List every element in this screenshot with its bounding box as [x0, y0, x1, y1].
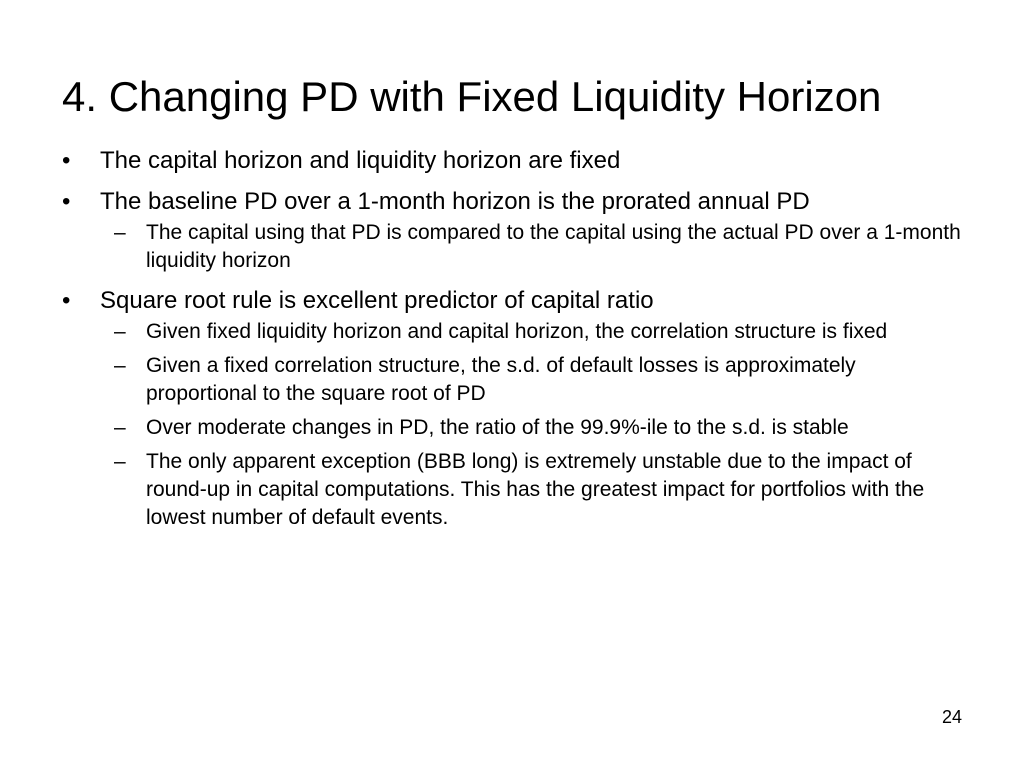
sub-bullet-marker: –	[114, 416, 126, 439]
sub-bullet-item	[100, 414, 972, 442]
sub-bullet-text: Over moderate changes in PD, the ratio of the 99.9%-ile to the s.d. is stable	[146, 416, 849, 439]
bullet-marker: •	[62, 287, 71, 314]
bullet-item	[62, 286, 972, 532]
sub-bullet-item	[100, 352, 972, 408]
bullet-list	[62, 146, 972, 543]
sub-bullet-item	[100, 318, 972, 346]
bullet-text: Square root rule is excellent predictor of capital ratio	[100, 287, 654, 314]
sub-bullet-text: Given fixed liquidity horizon and capital horizon, the correlation structure is fixed	[146, 320, 888, 343]
sub-bullet-text: Given a fixed correlation structure, the s.d. of default losses is approximately proportional to the square root of PD	[146, 354, 856, 405]
bullet-item	[62, 146, 972, 176]
bullet-marker: •	[62, 147, 71, 174]
bullet-item	[62, 187, 972, 275]
sub-bullet-item	[100, 448, 972, 532]
bullet-marker: •	[62, 188, 71, 215]
sub-bullet-marker: –	[114, 450, 126, 473]
sub-bullet-text: The only apparent exception (BBB long) is extremely unstable due to the impact of round-up in capital computations. This has the greatest impact for portfolios with the lowest number of default events.	[146, 450, 925, 529]
page-number: 24	[941, 707, 962, 727]
sub-bullet-text: The capital using that PD is compared to the capital using the actual PD over a 1-month liquidity horizon	[146, 221, 961, 272]
sub-bullet-item	[100, 219, 972, 275]
sub-bullet-marker: –	[114, 320, 126, 343]
sub-bullet-list	[100, 219, 972, 275]
sub-bullet-list	[100, 318, 972, 532]
slide-title: 4. Changing PD with Fixed Liquidity Horizon	[62, 73, 882, 120]
bullet-text: The capital horizon and liquidity horizon are fixed	[100, 147, 621, 174]
sub-bullet-marker: –	[114, 221, 126, 244]
sub-bullet-marker: –	[114, 354, 126, 377]
bullet-text: The baseline PD over a 1-month horizon is the prorated annual PD	[100, 188, 810, 215]
